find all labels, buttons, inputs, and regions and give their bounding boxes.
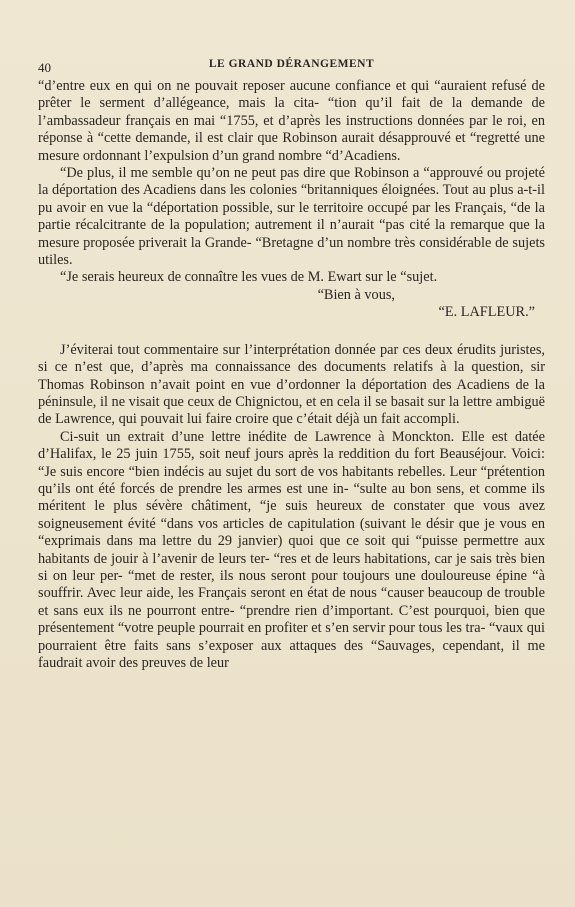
letter-paragraph-2: “De plus, il me semble qu’on ne peut pas dire que Robinson a “approuvé ou projeté la déportation des Acadiens dans les colonies “britanniques éloignées. Tout au plus a-t-il pu avoir en vue la “déportation possible, sur le territoire occupé par les Français, “de la partie récalcitrante de la population; autrement il n’aurait “pas cité la remarque que la mesure proposée priverait la Grande- “Bretagne d’un nombre très considérable de sujets utiles. [38,165,545,269]
page-header [38,58,545,78]
letter-salutation: “Bien à vous, [317,286,395,303]
page-text [38,78,545,672]
letter-signature: “E. LAFLEUR.” [438,304,535,321]
body-paragraph-2: Ci-suit un extrait d’une lettre inédite de Lawrence à Monckton. Elle est datée d’Halifax, le 25 juin 1755, soit neuf jours après la reddition du fort Beauséjour. Voici: “Je suis encore “bien indécis au sujet du sort de vos habitants rebelles. Leur “prétention qu’ils ont été forcés de prendre les armes est une in- “sulte au bon sens, et comme ils méritent le plus sévère châtiment, “je suis heureux de constater que vous avez soigneusement évité “dans vos articles de capitulation (suivant le désir que je vous en “exprimais dans ma lettre du 29 janvier) quoi que ce soit qui “puisse permettre aux habitants de jouir à l’avenir de leurs ter- “res et de leurs habitations, car je sais très bien si on leur per- “met de rester, ils nous seront pour toujours une douloureuse épine “à souffrir. Avec leur aide, les Français seront en état de nous “causer beaucoup de trouble et sans eux ils ne pourront entre- “prendre rien d’important. C’est pourquoi, bien que présentement “votre peuple pourrait en profiter et s’en servir pour tous les tra- “vaux qui pourraient être faits sans s’exposer aux attaques des “Sauvages, cependant, il me faudrait avoir des preuves de leur [38,428,545,671]
letter-paragraph-3: “Je serais heureux de connaître les vues de M. Ewart sur le “sujet. [60,269,438,286]
page-number: 40 [38,60,51,75]
body-paragraph-1: J’éviterai tout commentaire sur l’interprétation donnée par ces deux érudits juristes, si ce n’est que, d’après ma connaissance des documents relatifs à la question, sir Thomas Robinson n’avait point en vue d’ordonner la déportation des Acadiens de la péninsule, il ne visait que ceux de Chignictou, et en cela il se basait sur la lettre ambiguë de Lawrence, qui pouvait lui faire croire que c’était déjà un fait accompli. [38,341,545,428]
letter-paragraph-1: “d’entre eux en qui on ne pouvait reposer aucune confiance et qui “auraient refusé de prêter le serment d’allégeance, mais la cita- “tion qu’il fait de la demande de l’ambassadeur français en mai “1755, et d’après les instructions données par le roi, en réponse à “cette demande, il est clair que Robinson aurait désapprouvé et “regretté une mesure ordonnant l’expulsion d’un grand nombre “d’Acadiens. [38,78,545,164]
running-title: LE GRAND DÉRANGEMENT [208,58,375,70]
